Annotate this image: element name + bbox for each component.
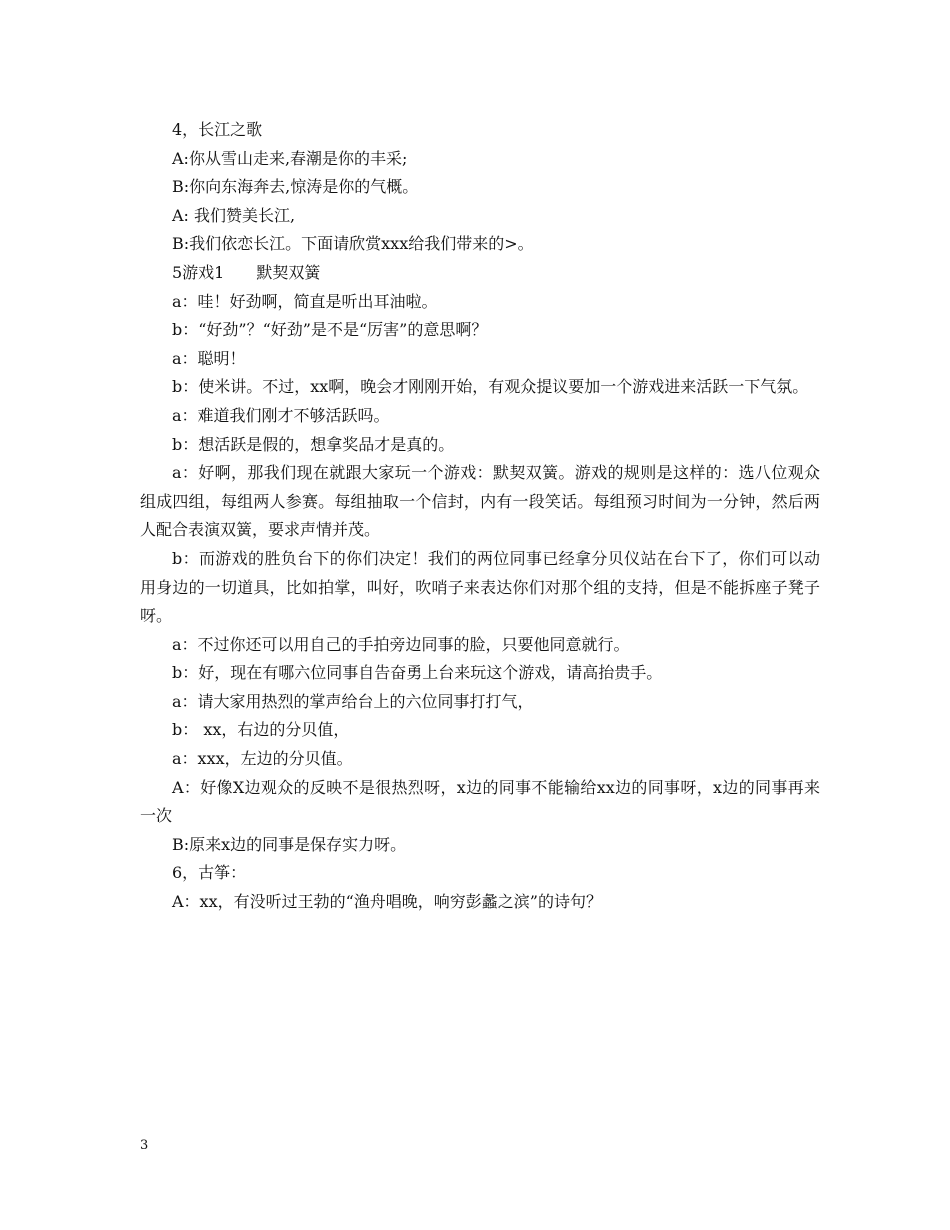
paragraph: B:原来x边的同事是保存实力呀。 [172,834,407,854]
paragraph-game-title: 5游戏1 默契双簧 [172,262,321,282]
paragraph: a：请大家用热烈的掌声给台上的六位同事打打气， [172,691,534,711]
paragraph: a：哇！好劲啊，简直是听出耳油啦。 [172,291,438,311]
paragraph: b：使米讲。不过，xx啊，晚会才刚刚开始，有观众提议要加一个游戏进来活跃一下气氛。 [172,377,809,397]
paragraph: a：聪明！ [172,348,246,368]
paragraph: a：xxx，左边的分贝值。 [172,749,353,769]
paragraph: b：想活跃是假的，想拿奖品才是真的。 [172,434,455,454]
paragraph: b： xx，右边的分贝值， [172,720,350,740]
paragraph: A：好像X边观众的反映不是很热烈呀，x边的同事不能输给xx边的同事呀，x边的同事再来一次 [140,777,820,826]
paragraph: b：而游戏的胜负台下的你们决定！我们的两位同事已经拿分贝仪站在台下了，你们可以动用身边的一切道具，比如拍掌，叫好，吹哨子来表达你们对那个组的支持，但是不能拆座子凳子呀。 [140,548,820,626]
paragraph: a：不过你还可以用自己的手拍旁边同事的脸，只要他同意就行。 [172,634,630,654]
paragraph-song-title: 4，长江之歌 [172,120,263,139]
paragraph: b：好，现在有哪六位同事自告奋勇上台来玩这个游戏，请高抬贵手。 [172,663,663,683]
page-number: 3 [140,1138,149,1153]
paragraph: a：难道我们刚才不够活跃吗。 [172,405,390,425]
paragraph: A:你从雪山走来,春潮是你的丰采; [172,148,408,168]
paragraph: b：“好劲”？“好劲”是不是“厉害”的意思啊？ [172,320,488,340]
paragraph: B:你向东海奔去,惊涛是你的气概。 [172,177,419,197]
paragraph-guzheng-title: 6，古筝： [172,863,247,883]
body-text [140,116,820,917]
paragraph: B:我们依恋长江。下面请欣赏xxx给我们带来的>。 [172,234,534,254]
paragraph: A：xx，有没听过王勃的“渔舟唱晚，响穷彭蠡之滨”的诗句？ [172,892,602,912]
paragraph: a：好啊，那我们现在就跟大家玩一个游戏：默契双簧。游戏的规则是这样的：选八位观众组成四组，每组两人参赛。每组抽取一个信封，内有一段笑话。每组预习时间为一分钟，然后两人配合表演双簧，要求声情并茂。 [140,463,820,540]
paragraph: A: 我们赞美长江, [172,205,296,225]
